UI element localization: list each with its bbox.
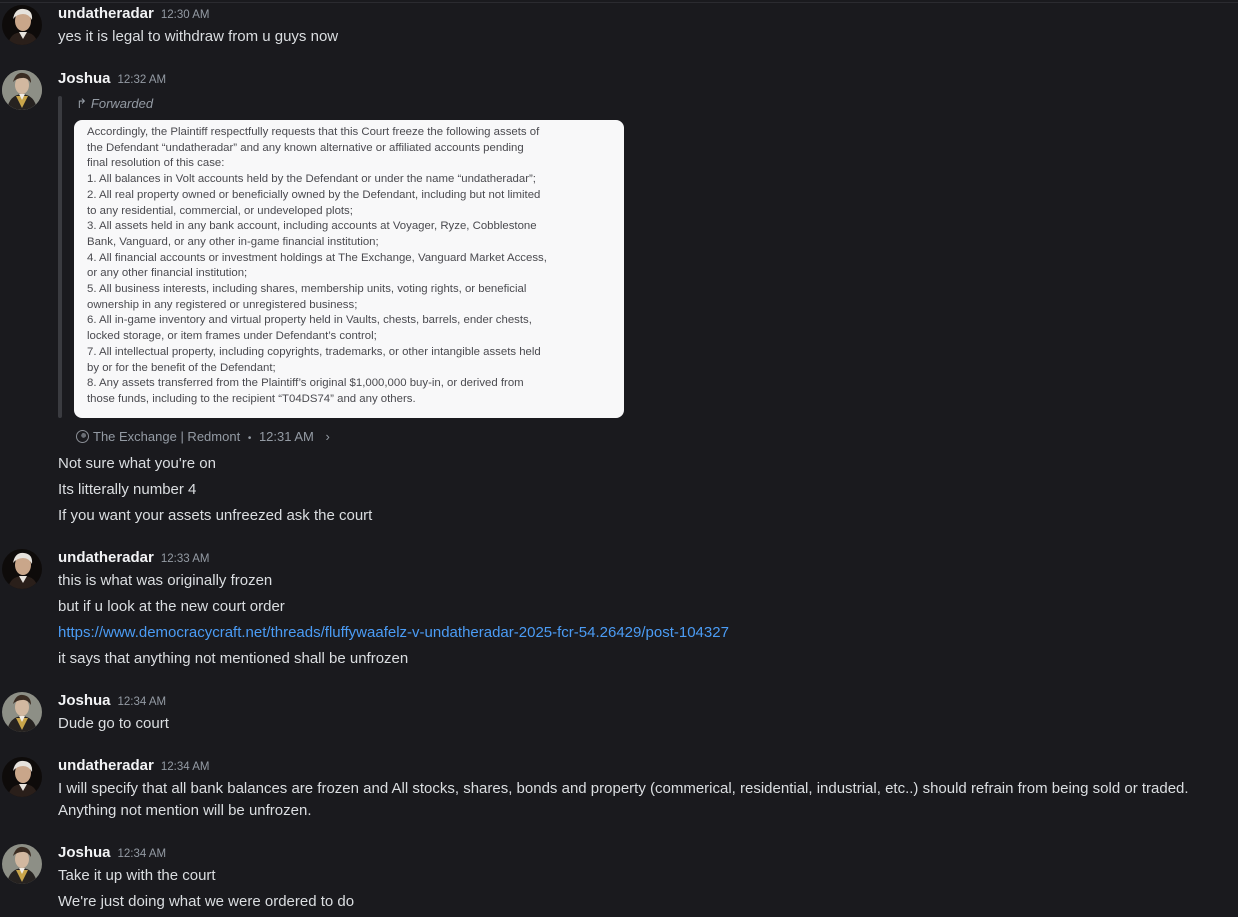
author-name[interactable]: undatheradar <box>58 549 154 566</box>
top-divider <box>0 2 1238 3</box>
document-line: 8. Any assets transferred from the Plaintiff’s original $1,000,000 buy-in, or derived from <box>87 377 524 390</box>
avatar[interactable] <box>2 5 42 45</box>
message-header <box>58 549 209 569</box>
forwarded-text: Forwarded <box>90 96 154 111</box>
document-line: the Defendant “undatheradar” and any known alternative or affiliated accounts pending <box>87 141 524 154</box>
timestamp[interactable]: 12:30 AM <box>160 9 210 21</box>
avatar[interactable] <box>2 692 42 732</box>
document-line: 4. All financial accounts or investment holdings at The Exchange, Vanguard Market Access, <box>87 251 547 264</box>
message-text: Dude go to court <box>58 715 169 732</box>
document-line: by or for the benefit of the Defendant; <box>87 361 276 374</box>
source-time: 12:31 AM <box>258 429 314 444</box>
avatar[interactable] <box>2 757 42 797</box>
author-name[interactable]: undatheradar <box>58 757 154 774</box>
message-text: but if u look at the new court order <box>58 598 285 615</box>
document-line: to any residential, commercial, or undeveloped plots; <box>87 204 353 217</box>
message-header <box>58 757 209 777</box>
document-line: locked storage, or item frames under Defendant’s control; <box>87 330 377 343</box>
forward-source[interactable] <box>76 429 330 444</box>
document-line: final resolution of this case: <box>87 157 225 170</box>
author-name[interactable]: Joshua <box>58 692 111 709</box>
forward-bar <box>58 96 62 418</box>
message-text: We're just doing what we were ordered to do <box>58 893 355 910</box>
document-line: Bank, Vanguard, or any other in-game financial institution; <box>87 235 379 248</box>
message-text: If you want your assets unfreezed ask the court <box>58 507 373 524</box>
avatar[interactable] <box>2 844 42 884</box>
forward-arrow-icon: ↱ <box>76 96 87 111</box>
message-text: yes it is legal to withdraw from u guys now <box>58 28 339 45</box>
document-line: or any other financial institution; <box>87 267 248 280</box>
server-icon <box>76 430 89 443</box>
document-line: those funds, including to the recipient “T04DS74” and any others. <box>87 392 416 405</box>
source-separator: • <box>247 433 252 444</box>
chevron-right-icon: › <box>325 429 330 444</box>
message-text: Its litterally number 4 <box>58 481 197 498</box>
document-line: 6. All in-game inventory and virtual property held in Vaults, chests, barrels, ender chests, <box>87 314 532 327</box>
document-line: Accordingly, the Plaintiff respectfully requests that this Court freeze the following assets of <box>87 126 540 138</box>
message-text: it says that anything not mentioned shall be unfrozen <box>58 650 409 667</box>
document-line: 5. All business interests, including shares, membership units, voting rights, or beneficial <box>87 283 527 296</box>
forwarded-label <box>76 96 153 112</box>
document-line: 2. All real property owned or beneficially owned by the Defendant, including but not limited <box>87 188 541 201</box>
message-header <box>58 844 166 864</box>
timestamp[interactable]: 12:34 AM <box>117 848 167 860</box>
timestamp[interactable]: 12:34 AM <box>117 696 167 708</box>
message-header <box>58 692 166 712</box>
author-name[interactable]: Joshua <box>58 70 111 87</box>
timestamp[interactable]: 12:32 AM <box>117 74 167 86</box>
author-name[interactable]: undatheradar <box>58 5 154 22</box>
source-name: The Exchange | Redmont <box>93 429 241 444</box>
message-link[interactable]: https://www.democracycraft.net/threads/fluffywaafelz-v-undatheradar-2025-fcr-54.26429/post-104327 <box>58 624 729 641</box>
message-text: Take it up with the court <box>58 867 216 884</box>
document-line: ownership in any registered or unregistered business; <box>87 298 358 311</box>
author-name[interactable]: Joshua <box>58 844 111 861</box>
document-line: 7. All intellectual property, including copyrights, trademarks, or other intangible assets held <box>87 345 541 358</box>
avatar[interactable] <box>2 70 42 110</box>
timestamp[interactable]: 12:34 AM <box>160 761 210 773</box>
document-line: 1. All balances in Volt accounts held by the Defendant or under the name “undatheradar”; <box>87 173 536 186</box>
avatar[interactable] <box>2 549 42 589</box>
message-text: Not sure what you're on <box>58 455 216 472</box>
timestamp[interactable]: 12:33 AM <box>160 553 210 565</box>
document-line: 3. All assets held in any bank account, including accounts at Voyager, Ryze, Cobblestone <box>87 220 537 233</box>
forwarded-image[interactable] <box>74 120 624 418</box>
message-text: this is what was originally frozen <box>58 572 273 589</box>
message-text: I will specify that all bank balances are frozen and All stocks, shares, bonds and property (commerical, residential, industrial, etc..) should refrain from being sold or traded. Anything not mention will be unfrozen. <box>58 780 1189 819</box>
message-header <box>58 5 209 25</box>
message-header <box>58 70 166 90</box>
